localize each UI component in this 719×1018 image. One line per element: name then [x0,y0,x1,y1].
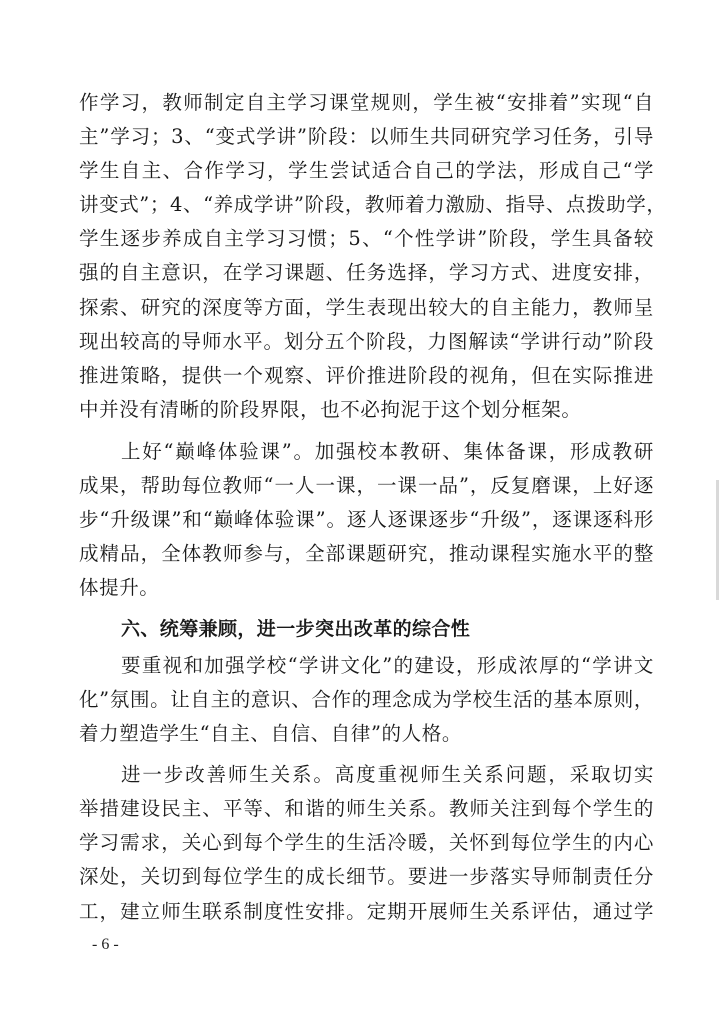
text-line: 主”学习；3、“变式学讲”阶段：以师生共同研究学习任务，引导 [79,125,654,148]
text-line: 作学习，教师制定自主学习课堂规则，学生被“安排着”实现“自 [79,91,654,114]
text-line: 强的自主意识，在学习课题、任务选择，学习方式、进度安排， [79,261,654,284]
text-line: 着力塑造学生“自主、自信、自律”的人格。 [79,722,462,745]
text-line: 推进策略，提供一个观察、评价推进阶段的视角，但在实际推进 [79,364,654,387]
text-line: 成精品，全体教师参与，全部课题研究，推动课程实施水平的整 [79,542,654,565]
text-line: 学生自主、合作学习，学生尝试适合自己的学法，形成自己“学 [79,159,654,182]
text-line: 现出较高的导师水平。划分五个阶段，力图解读“学讲行动”阶段 [79,330,654,353]
text-line: 举措建设民主、平等、和谐的师生关系。教师关注到每个学生的 [79,797,654,820]
page-number: - 6 - [92,936,119,953]
text-line: 化”氛围。让自主的意识、合作的理念成为学校生活的基本原则， [79,688,654,711]
section-heading: 六、统筹兼顾，进一步突出改革的综合性 [121,618,471,640]
text-line: 学习需求，关心到每个学生的生活冷暖，关怀到每位学生的内心 [79,831,654,854]
text-line: 成果，帮助每位教师“一人一课，一课一品”，反复磨课，上好逐 [79,474,654,497]
text-line: 学生逐步养成自主学习习惯；5、“个性学讲”阶段，学生具备较 [79,227,654,250]
paragraph-first-line: 上好“巅峰体验课”。加强校本教研、集体备课，形成教研 [121,440,654,463]
paragraph-first-line: 要重视和加强学校“学讲文化”的建设，形成浓厚的“学讲文 [121,654,654,677]
text-line: 深处，关切到每位学生的成长细节。要进一步落实导师制责任分 [79,865,654,888]
text-line: 讲变式”；4、“养成学讲”阶段，教师着力激励、指导、点拨助学， [79,193,667,216]
text-line: 中并没有清晰的阶段界限，也不必拘泥于这个划分框架。 [79,398,582,421]
text-line: 体提升。 [79,576,160,599]
text-line: 工，建立师生联系制度性安排。定期开展师生关系评估，通过学 [79,900,654,923]
paragraph-first-line: 进一步改善师生关系。高度重视师生关系问题，采取切实 [121,763,654,786]
text-line: 探索、研究的深度等方面，学生表现出较大的自主能力，教师呈 [79,296,654,319]
text-line: 步“升级课”和“巅峰体验课”。逐人逐课逐步“升级”，逐课逐科形 [79,508,654,531]
